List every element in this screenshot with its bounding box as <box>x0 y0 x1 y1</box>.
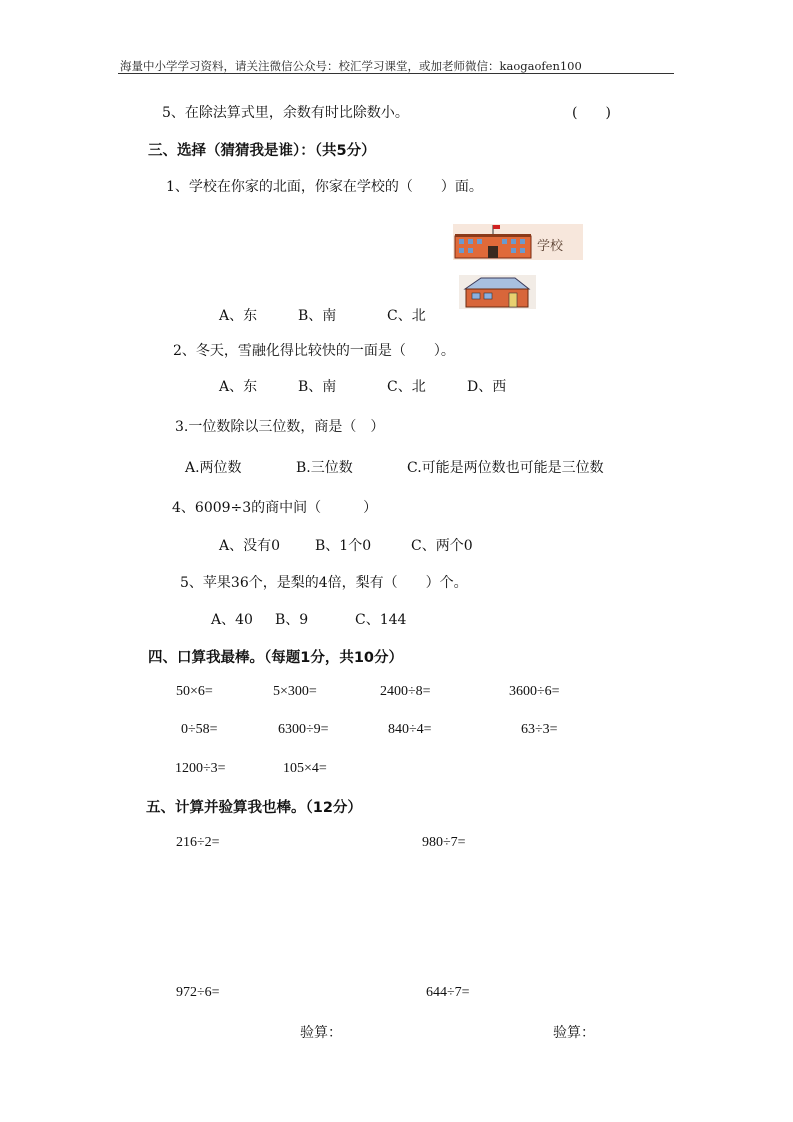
oral-calc-3: 2400÷8= <box>380 684 431 699</box>
judge-q5-paren: ( ) <box>572 105 611 121</box>
s3-q2-option-b: B、南 <box>298 379 337 395</box>
s3-q2-option-a: A、东 <box>219 379 258 395</box>
section4-title: 四、口算我最棒。（每题1分，共10分） <box>148 650 404 666</box>
s3-q3-option-c: C.可能是两位数也可能是三位数 <box>407 460 604 476</box>
header-divider <box>118 73 674 74</box>
school-image <box>453 224 583 260</box>
school-label: 学校 <box>537 239 564 254</box>
section3-title: 三、选择（猜猜我是谁）：（共5分） <box>148 143 376 159</box>
oral-calc-10: 105×4= <box>283 761 327 776</box>
s3-q5-option-c: C、144 <box>355 612 407 628</box>
oral-calc-5: 0÷58= <box>181 722 218 737</box>
s3-q4-option-c: C、两个0 <box>411 538 473 554</box>
check-label-2: 验算： <box>553 1025 595 1041</box>
s3-q4-option-a: A、没有0 <box>219 538 281 554</box>
s3-q5-option-b: B、9 <box>275 612 309 628</box>
s3-q2-text: 2、冬天，雪融化得比较快的一面是（ ）。 <box>173 343 455 359</box>
oral-calc-4: 3600÷6= <box>509 684 560 699</box>
judge-q5-text: 5、在除法算式里，余数有时比除数小。 <box>162 105 409 121</box>
calc-problem-4: 644÷7= <box>426 985 470 1000</box>
s3-q1-text: 1、学校在你家的北面，你家在学校的（ ）面。 <box>166 179 483 195</box>
oral-calc-2: 5×300= <box>273 684 317 699</box>
calc-problem-2: 980÷7= <box>422 835 466 850</box>
s3-q3-option-b: B.三位数 <box>296 460 353 476</box>
s3-q4-text: 4、6009÷3的商中间（ ） <box>172 500 378 516</box>
s3-q5-text: 5、苹果36个，是梨的4倍，梨有（ ）个。 <box>180 575 468 591</box>
oral-calc-8: 63÷3= <box>521 722 558 737</box>
s3-q5-option-a: A、40 <box>211 612 253 628</box>
oral-calc-9: 1200÷3= <box>175 761 226 776</box>
oral-calc-1: 50×6= <box>176 684 213 699</box>
calc-problem-1: 216÷2= <box>176 835 220 850</box>
s3-q1-option-a: A、东 <box>219 308 258 324</box>
oral-calc-6: 6300÷9= <box>278 722 329 737</box>
home-image <box>459 275 536 309</box>
section5-title: 五、计算并验算我也棒。（12分） <box>146 800 362 816</box>
s3-q3-option-a: A.两位数 <box>185 460 242 476</box>
s3-q3-text: 3.一位数除以三位数，商是（ ） <box>175 419 385 435</box>
calc-problem-3: 972÷6= <box>176 985 220 1000</box>
s3-q2-option-d: D、西 <box>467 379 507 395</box>
house-icon <box>459 275 536 309</box>
oral-calc-7: 840÷4= <box>388 722 432 737</box>
s3-q1-option-c: C、北 <box>387 308 426 324</box>
s3-q4-option-b: B、1个0 <box>315 538 372 554</box>
s3-q1-option-b: B、南 <box>298 308 337 324</box>
school-building-icon <box>453 224 583 260</box>
s3-q2-option-c: C、北 <box>387 379 426 395</box>
page-header: 海量中小学学习资料，请关注微信公众号：校汇学习课堂，或加老师微信：kaogaofen100 <box>120 59 582 73</box>
check-label-1: 验算： <box>300 1025 342 1041</box>
